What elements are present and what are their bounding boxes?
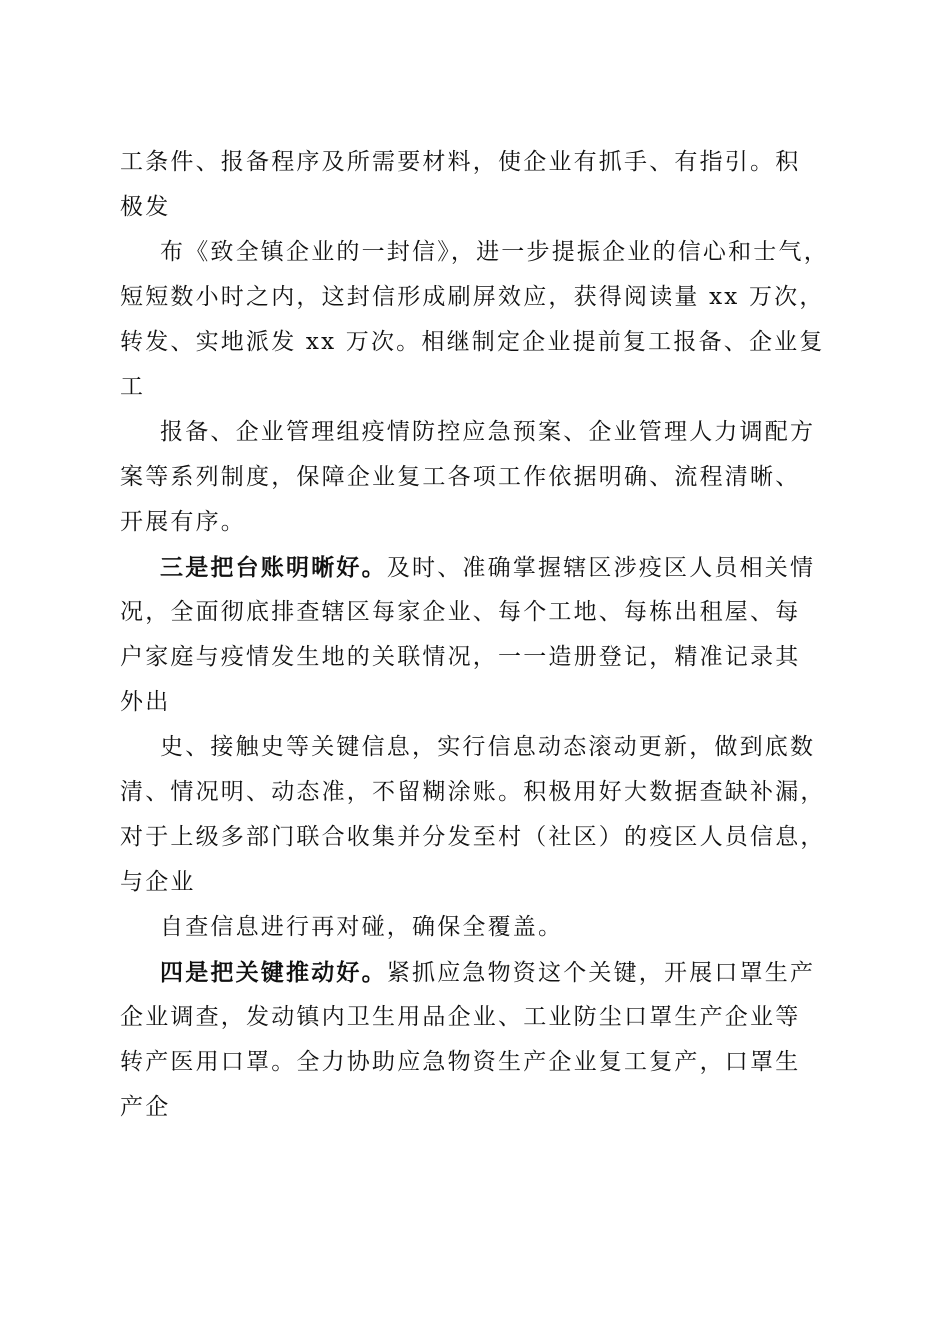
- text-line: 对于上级多部门联合收集并分发至村（社区）的疫区人员信息，: [120, 824, 826, 850]
- text-line: 转产医用口罩。全力协助应急物资生产企业复工复产，口罩生: [120, 1049, 801, 1075]
- text-line: 户家庭与疫情发生地的关联情况，一一造册登记，精准记录其: [120, 644, 801, 670]
- text-line: 案等系列制度，保障企业复工各项工作依据明确、流程清晰、: [120, 464, 801, 490]
- text-line: 自查信息进行再对碰，确保全覆盖。: [160, 914, 564, 940]
- text-line: 短短数小时之内，这封信形成刷屏效应，获得阅读量 xx 万次，: [120, 284, 825, 310]
- text-line: 与企业: [120, 869, 196, 895]
- text-line: 布《致全镇企业的一封信》，进一步提振企业的信心和士气，: [160, 239, 829, 265]
- text-line: 报备、企业管理组疫情防控应急预案、企业管理人力调配方: [160, 419, 816, 445]
- text-line: 史、接触史等关键信息，实行信息动态滚动更新，做到底数: [160, 734, 816, 760]
- text-line: 工条件、报备程序及所需要材料，使企业有抓手、有指引。积: [120, 149, 801, 175]
- text-line: 清、情况明、动态准，不留糊涂账。积极用好大数据查缺补漏，: [120, 779, 826, 805]
- text-line: 外出: [120, 689, 171, 715]
- text-line: 四是把关键推动好。紧抓应急物资这个关键，开展口罩生产: [160, 959, 816, 986]
- text-line: 况，全面彻底排查辖区每家企业、每个工地、每栋出租屋、每: [120, 599, 801, 625]
- body-text: [120, 140, 835, 1130]
- section-heading: 四是把关键推动好。: [160, 959, 387, 986]
- text-line: 工: [120, 374, 146, 400]
- text-line: 转发、实地派发 xx 万次。相继制定企业提前复工报备、企业复: [120, 329, 825, 355]
- text-line: 企业调查，发动镇内卫生用品企业、工业防尘口罩生产企业等: [120, 1004, 801, 1030]
- text-line: 三是把台账明晰好。及时、准确掌握辖区涉疫区人员相关情: [160, 554, 816, 581]
- text-line: 极发: [120, 194, 171, 220]
- text-line: 产企: [120, 1094, 171, 1120]
- section-heading: 三是把台账明晰好。: [160, 554, 387, 581]
- text-line: 开展有序。: [120, 509, 246, 535]
